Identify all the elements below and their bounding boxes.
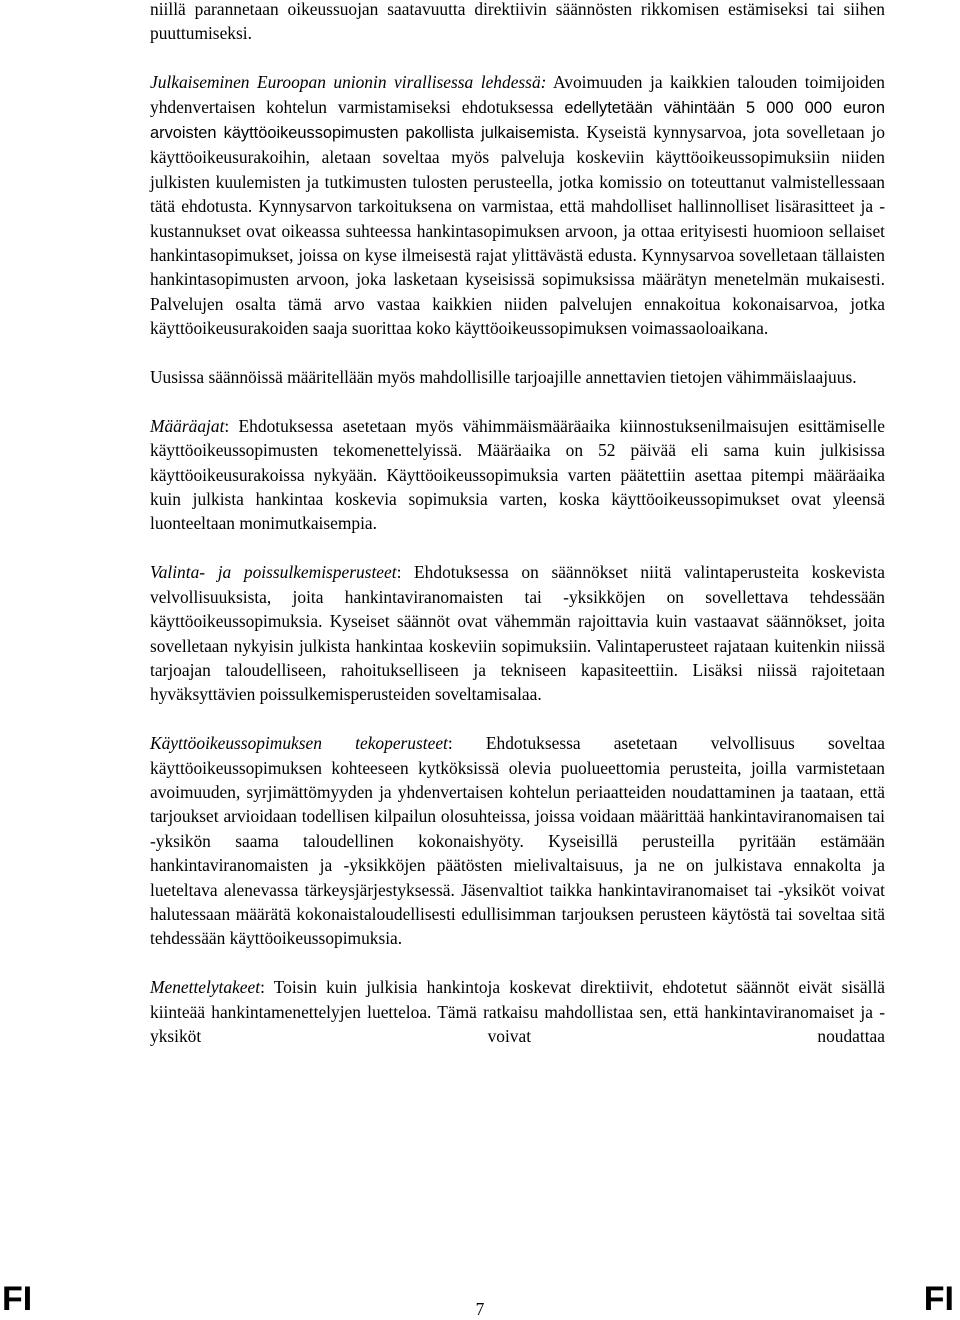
section-term: Määräajat bbox=[150, 415, 225, 436]
section-term: Julkaiseminen Euroopan unionin virallisessa lehdessä: bbox=[150, 72, 547, 93]
paragraph-text: Uusissa säännöissä määritellään myös mahdollisille tarjoajille annettavien tietojen vähimmäislaajuus. bbox=[150, 367, 857, 388]
paragraph-text: edellytetään vähintään 5 000 000 euron arvoisten käyttöoikeussopimusten pakollista julkaisemista. bbox=[150, 98, 885, 143]
paragraph bbox=[150, 0, 885, 46]
section-term: Valinta- ja poissulkemisperusteet bbox=[150, 562, 397, 583]
paragraph-text: : Ehdotuksessa asetetaan myös vähimmäismääräaika kiinnostuksenilmaisujen esittämiselle käyttöoikeussopimusten tekomenettelyissä. Määräaika on 52 päivää eli sama kuin julkisissa käyttöoikeusurakoissa nykyään. Käyttöoikeussopimuksia varten päätettiin asettaa pitempi määräaika kuin julkista hankintaa koskevia sopimuksia varten, koska käyttöoikeussopimukset ovat yleensä luonteeltaan monimutkaisempia. bbox=[150, 415, 885, 534]
paragraph-text: : Toisin kuin julkisia hankintoja koskevat direktiivit, ehdotetut säännöt eivät sisällä kiinteää hankintamenettelyjen luetteloa. Tämä ratkaisu mahdollistaa sen, että hankintaviranomaiset ja -yksiköt voivat noudattaa bbox=[150, 977, 885, 1046]
footer-language-code-left: FI bbox=[2, 1280, 33, 1318]
paragraph-text: niillä parannetaan oikeussuojan saatavuutta direktiivin säännösten rikkomisen estämiseksi tai siihen puuttumiseksi. bbox=[150, 0, 885, 44]
paragraph-text: : Ehdotuksessa on säännökset niitä valintaperusteita koskevista velvollisuuksista, joita hankintaviranomaisten tai -yksikköjen on sovellettava tehdessään käyttöoikeussopimuksia. Kyseiset säännöt ovat vähemmän rajoittavia kuin vastaavat säännökset, joita sovelletaan nykyisin julkista hankintaa koskeviin sopimuksiin. Valintaperusteet rajataan kuitenkin niissä tarjoajan taloudelliseen, rahoitukselliseen ja tekniseen kapasiteettiin. Lisäksi niissä rajoitetaan hyväksyttävien poissulkemisperusteiden soveltamisalaa. bbox=[150, 562, 885, 705]
paragraph-text: Avoimuuden ja kaikkien talouden toimijoiden yhdenvertaisen kohtelun varmistamiseksi ehdotuksessa bbox=[150, 72, 885, 117]
paragraph-text: Kyseistä kynnysarvoa, jota sovelletaan jo käyttöoikeusurakoihin, aletaan soveltaa myös palveluja koskeviin käyttöoikeussopimuksiin niiden julkisten kuulemisten ja tutkimusten tulosten perusteella, jotka komissio on toteuttanut valmistellessaan tätä ehdotusta. Kynnysarvon tarkoituksena on varmistaa, että mahdolliset hallinnolliset lisärasitteet ja -kustannukset ovat oikeassa suhteessa hankintasopimuksen arvoon, ja ottaa erityisesti huomioon sellaiset hankintasopimukset, joissa on kyse ilmeisestä rajat ylittävästä edusta. Kynnysarvoa sovelletaan tällaisten hankintasopimusten arvoon, joka lasketaan kyseisissä sopimuksissa määrätyn menetelmän mukaisesti. Palvelujen osalta tämä arvo vastaa kaikkien niiden palvelujen ennakoitua kokonaisarvoa, jotka käyttöoikeusurakoiden saaja suorittaa koko käyttöoikeussopimuksen voimassaoloaikana. bbox=[150, 122, 885, 339]
paragraph bbox=[150, 414, 885, 536]
footer-language-code-right: FI bbox=[923, 1280, 954, 1318]
page-number: 7 bbox=[475, 1299, 485, 1319]
paragraph bbox=[150, 560, 885, 706]
section-term: Käyttöoikeussopimuksen tekoperusteet bbox=[150, 733, 448, 754]
section-term: Menettelytakeet bbox=[150, 977, 261, 998]
paragraph bbox=[150, 731, 885, 951]
document-body bbox=[150, 0, 885, 1048]
paragraph bbox=[150, 365, 885, 389]
paragraph-text: : Ehdotuksessa asetetaan velvollisuus soveltaa käyttöoikeussopimuksen kohteeseen kytköksissä olevia puolueettomia perusteita, joilla varmistetaan avoimuuden, syrjimättömyyden ja yhdenvertaisen kohtelun periaatteiden noudattaminen ja taataan, että tarjoukset arvioidaan todellisen kilpailun olosuhteissa, joissa voidaan määrittää hankintaviranomaisen tai -yksikön saama taloudellinen kokonaishyöty. Kyseisillä perusteilla pyritään estämään hankintaviranomaisten ja -yksikköjen päätösten mielivaltaisuus, ja ne on julkistava ennakolta ja lueteltava alenevassa tärkeysjärjestyksessä. Jäsenvaltiot taikka hankintaviranomaiset tai -yksiköt voivat halutessaan määrätä kokonaistaloudellisesti edullisimman tarjouksen perusteen käytöstä tai soveltaa sitä tehdessään käyttöoikeussopimuksia. bbox=[150, 733, 885, 949]
paragraph bbox=[150, 70, 885, 340]
paragraph bbox=[150, 975, 885, 1048]
